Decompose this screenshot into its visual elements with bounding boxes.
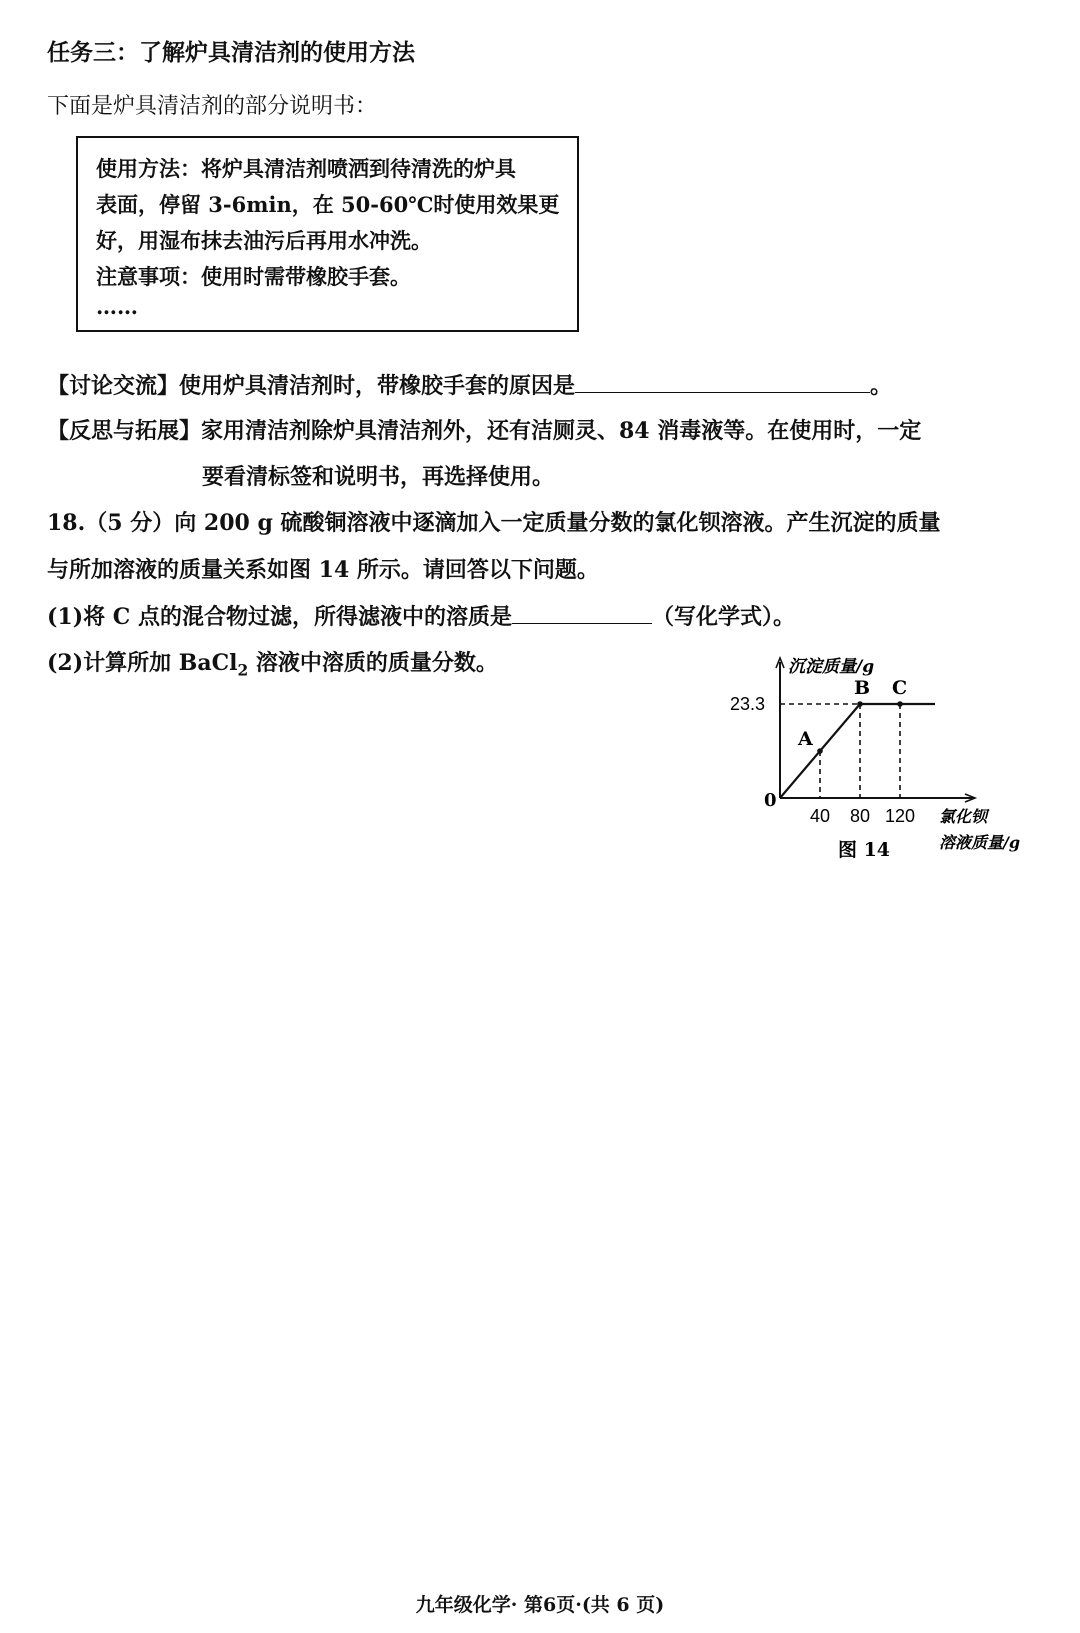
q18-sub2-post: 溶液中溶质的质量分数。	[248, 650, 498, 676]
discussion-question	[47, 370, 892, 401]
instructions-line-2: 表面，停留 3-6min，在 50-60℃时使用效果更	[96, 192, 560, 217]
q18-sub2-subscript: 2	[237, 661, 249, 680]
q18-sub2	[47, 648, 498, 685]
point-a	[817, 748, 823, 754]
figure-14	[725, 648, 1035, 873]
precipitate-chart	[725, 648, 1035, 873]
point-a-label: A	[798, 728, 813, 750]
x-axis-label-line-2: 溶液质量/g	[939, 833, 1021, 852]
y-axis-label: 沉淀质量/g	[788, 657, 875, 677]
x-tick-label-80: 80	[849, 806, 871, 826]
answer-blank-discussion[interactable]	[575, 370, 870, 393]
point-c-label: C	[892, 677, 908, 699]
instructions-box	[76, 136, 579, 332]
series-line	[780, 704, 935, 798]
point-b-label: B	[854, 677, 871, 699]
q18-line-2: 与所加溶液的质量关系如图 14 所示。请回答以下问题。	[47, 557, 599, 583]
point-b	[857, 701, 863, 707]
q18-sub2-text: (2)计算所加 BaCl	[47, 650, 238, 676]
instructions-line-3: 好，用湿布抹去油污后再用水冲洗。	[96, 228, 432, 253]
q18-sub1-text: (1)将 C 点的混合物过滤，所得滤液中的溶质是	[47, 604, 512, 630]
y-tick-label: 23.3	[730, 694, 766, 714]
reflection-line-1: 【反思与拓展】家用清洁剂除炉具清洁剂外，还有洁厕灵、84 消毒液等。在使用时，一定	[47, 418, 922, 444]
x-axis-label-line-1: 氯化钡	[939, 807, 988, 826]
q18-sub1	[47, 601, 795, 632]
instructions-line-1: 使用方法：将炉具清洁剂喷洒到待清洗的炉具	[96, 156, 516, 181]
instructions-line-5: ……	[96, 294, 138, 319]
q18-sub1-post: （写化学式）。	[651, 604, 795, 630]
instructions-line-4: 注意事项：使用时需带橡胶手套。	[96, 264, 411, 289]
task3-heading: 任务三：了解炉具清洁剂的使用方法	[47, 39, 415, 66]
answer-blank-solute[interactable]	[512, 601, 652, 624]
q18-line-1: 18.（5 分）向 200 g 硫酸铜溶液中逐滴加入一定质量分数的氯化钡溶液。产生沉淀的质量	[47, 510, 941, 536]
reflection-line-2: 要看清标签和说明书，再选择使用。	[202, 464, 555, 490]
x-tick-label-120: 120	[884, 806, 916, 826]
x-tick-label-40: 40	[809, 806, 831, 826]
origin-label: 0	[764, 790, 777, 811]
task3-intro: 下面是炉具清洁剂的部分说明书：	[47, 94, 378, 119]
figure-caption: 图 14	[837, 839, 891, 861]
page-footer: 九年级化学· 第6页·(共 6 页)	[415, 1594, 665, 1616]
discussion-end: 。	[870, 373, 893, 399]
point-c	[897, 701, 903, 707]
discussion-text: 【讨论交流】使用炉具清洁剂时，带橡胶手套的原因是	[47, 373, 576, 399]
